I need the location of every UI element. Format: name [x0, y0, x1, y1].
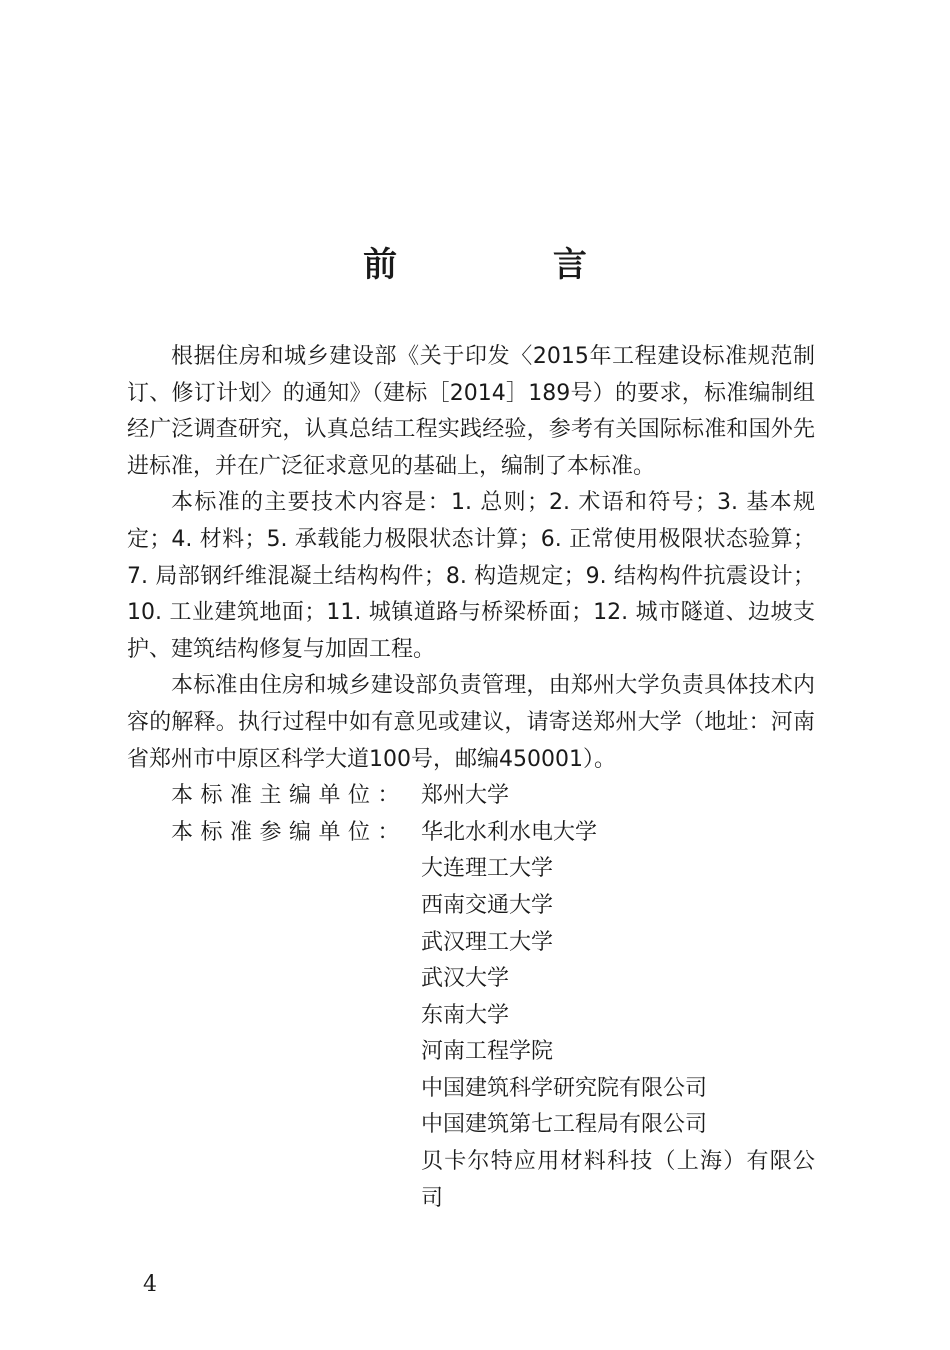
preface-body: [127, 339, 815, 1217]
participating-units-label: 本标准参编单位：: [171, 819, 408, 845]
list-item: 武汉大学: [421, 966, 510, 992]
chief-editor-label: 本标准主编单位：: [171, 783, 408, 809]
list-item: 东南大学: [421, 1002, 510, 1028]
list-item: 贝卡尔特应用材料科技（上海）有限公司: [421, 1149, 815, 1211]
paragraph-basis: 根据住房和城乡建设部《关于印发〈2015年工程建设标准规范制订、修订计划〉的通知》（建标［2014］189号）的要求，标准编制组经广泛调查研究，认真总结工程实践经验，参考有关国际标准和国外先进标准，并在广泛征求意见的基础上，编制了本标准。: [127, 344, 815, 479]
chief-editor-row: [127, 778, 815, 815]
list-item: 河南工程学院: [421, 1039, 554, 1065]
list-item: 武汉理工大学: [421, 929, 554, 955]
list-item: 中国建筑第七工程局有限公司: [421, 1112, 708, 1138]
paragraph-contents: 本标准的主要技术内容是：1. 总则；2. 术语和符号；3. 基本规定；4. 材料；5. 承载能力极限状态计算；6. 正常使用极限状态验算；7. 局部钢纤维混凝土结构构件；8. 构造规定；9. 结构构件抗震设计；10. 工业建筑地面；11. 城镇道路与桥梁桥面；12. 城市隧道、边坡支护、建筑结构修复与加固工程。: [127, 490, 815, 662]
participating-units-list: [421, 815, 815, 1218]
participating-units-row: [127, 815, 815, 1218]
page-title: 前 言: [363, 245, 659, 285]
list-item: 中国建筑科学研究院有限公司: [421, 1075, 708, 1101]
page-number: 4: [143, 1272, 157, 1297]
list-item: 大连理工大学: [421, 856, 554, 882]
list-item: 华北水利水电大学: [421, 819, 598, 845]
chief-editor-value: 郑州大学: [421, 783, 510, 809]
list-item: 西南交通大学: [421, 892, 554, 918]
paragraph-management: 本标准由住房和城乡建设部负责管理，由郑州大学负责具体技术内容的解释。执行过程中如有意见或建议，请寄送郑州大学（地址：河南省郑州市中原区科学大道100号，邮编450001）。: [127, 673, 815, 772]
